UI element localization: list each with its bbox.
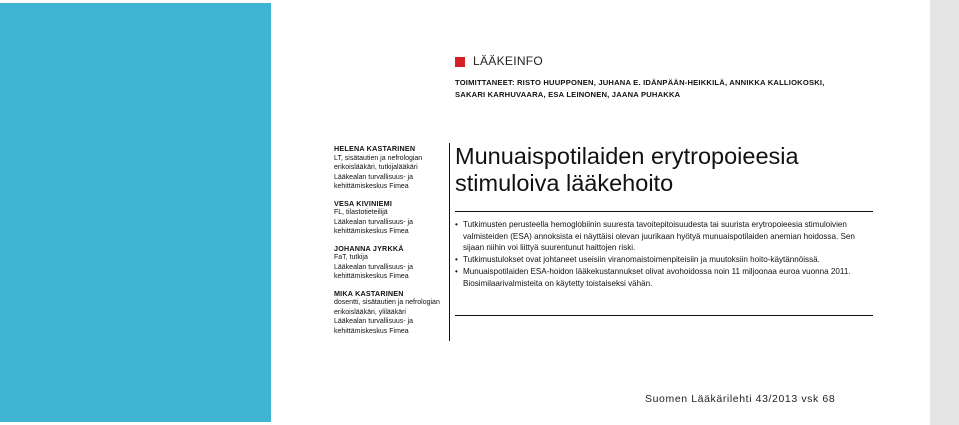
author-affiliation-line: Lääkealan turvallisuus- ja	[334, 318, 413, 325]
author-affiliation-line: FaT, tutkija	[334, 254, 368, 261]
author-name: VESA KIVINIEMI	[334, 198, 393, 208]
author-affiliation-line: erikoislääkäri, ylilääkäri	[334, 308, 406, 316]
author-affiliation-line: Lääkealan turvallisuus- ja	[334, 263, 413, 271]
author-entry	[334, 144, 449, 192]
author-name: HELENA KASTARINEN	[334, 144, 416, 153]
summary-bullet-text: Tutkimustulokset ovat johtaneet useisiin viranomaistoimenpiteisiin ja muutoksiin hoito-käytännöissä.	[463, 255, 820, 265]
author-affiliation-line: kehittämiskeskus Fimea	[334, 327, 409, 335]
author-entry	[334, 199, 449, 237]
editors-line-1: TOIMITTANEET: RISTO HUUPPONEN, JUHANA E. IDÄNPÄÄN-HEIKKILÄ, ANNIKKA KALLIOKOSKI,	[455, 78, 825, 87]
author-affiliation-line: Lääkealan turvallisuus- ja	[334, 218, 413, 226]
summary-bullet	[455, 219, 873, 254]
bullet-marker: •	[455, 255, 458, 265]
author-affiliation-line: kehittämiskeskus Fimea	[334, 183, 409, 190]
summary-bullet	[455, 254, 873, 266]
article-title-line-2: stimuloiva lääkehoito	[455, 170, 674, 196]
editors-credit	[455, 77, 915, 100]
right-margin-band	[930, 0, 959, 425]
editors-line-2: SAKARI KARHUVAARA, ESA LEINONEN, JAANA PUHAKKA	[455, 89, 681, 99]
author-affiliation-line: kehittämiskeskus Fimea	[334, 273, 409, 280]
author-affiliation-line: Lääkealan turvallisuus- ja	[334, 173, 413, 181]
author-affiliation-line: erikoislääkäri, tutkijalääkäri	[334, 164, 418, 171]
author-affiliation-line: FL, tilastotieteilijä	[334, 209, 388, 216]
journal-citation: Suomen Lääkärilehti 43/2013 vsk 68	[645, 393, 836, 405]
summary-bullet	[455, 266, 873, 289]
column-divider	[449, 143, 450, 341]
section-label: LÄÄKEINFO	[473, 54, 544, 68]
summary-list	[455, 219, 873, 290]
section-marker	[455, 57, 465, 67]
summary-bullet-text: Tutkimusten perusteella hemoglobiinin suuresta tavoitepitoisuudesta tai suurista erytropoieesia stimuloivien valmisteiden (ESA) annoksista ei näyttäisi olevan juurikaan hyötyä munuaispotilaiden anemian hoidossa. Sen sijaan niihin voi liittyä suurentunut haittojen riski.	[463, 220, 855, 253]
summary-top-rule	[455, 211, 873, 212]
summary-bottom-rule	[455, 315, 873, 316]
bullet-marker: •	[455, 220, 458, 229]
author-entry	[334, 244, 449, 282]
article-title	[455, 143, 885, 197]
author-affiliation-line: dosentti, sisätautien ja nefrologian	[334, 299, 440, 306]
bullet-marker: •	[455, 267, 458, 277]
article-title-line-1: Munuaispotilaiden erytropoieesia	[455, 143, 799, 169]
author-affiliation-line: LT, sisätautien ja nefrologian	[334, 154, 423, 162]
summary-bullet-text: Munuaispotilaiden ESA-hoidon lääkekustannukset olivat avohoidossa noin 11 miljoonaa euroa vuonna 2011. Biosimilaarivalmisteita on käytetty toistaiseksi vähän.	[463, 267, 851, 288]
author-name: MIKA KASTARINEN	[334, 288, 404, 298]
author-entry	[334, 289, 449, 337]
sidebar-color-block	[0, 3, 271, 422]
author-affiliation-line: kehittämiskeskus Fimea	[334, 228, 409, 235]
author-list	[334, 144, 449, 343]
author-name: JOHANNA JYRKKÄ	[334, 243, 404, 253]
